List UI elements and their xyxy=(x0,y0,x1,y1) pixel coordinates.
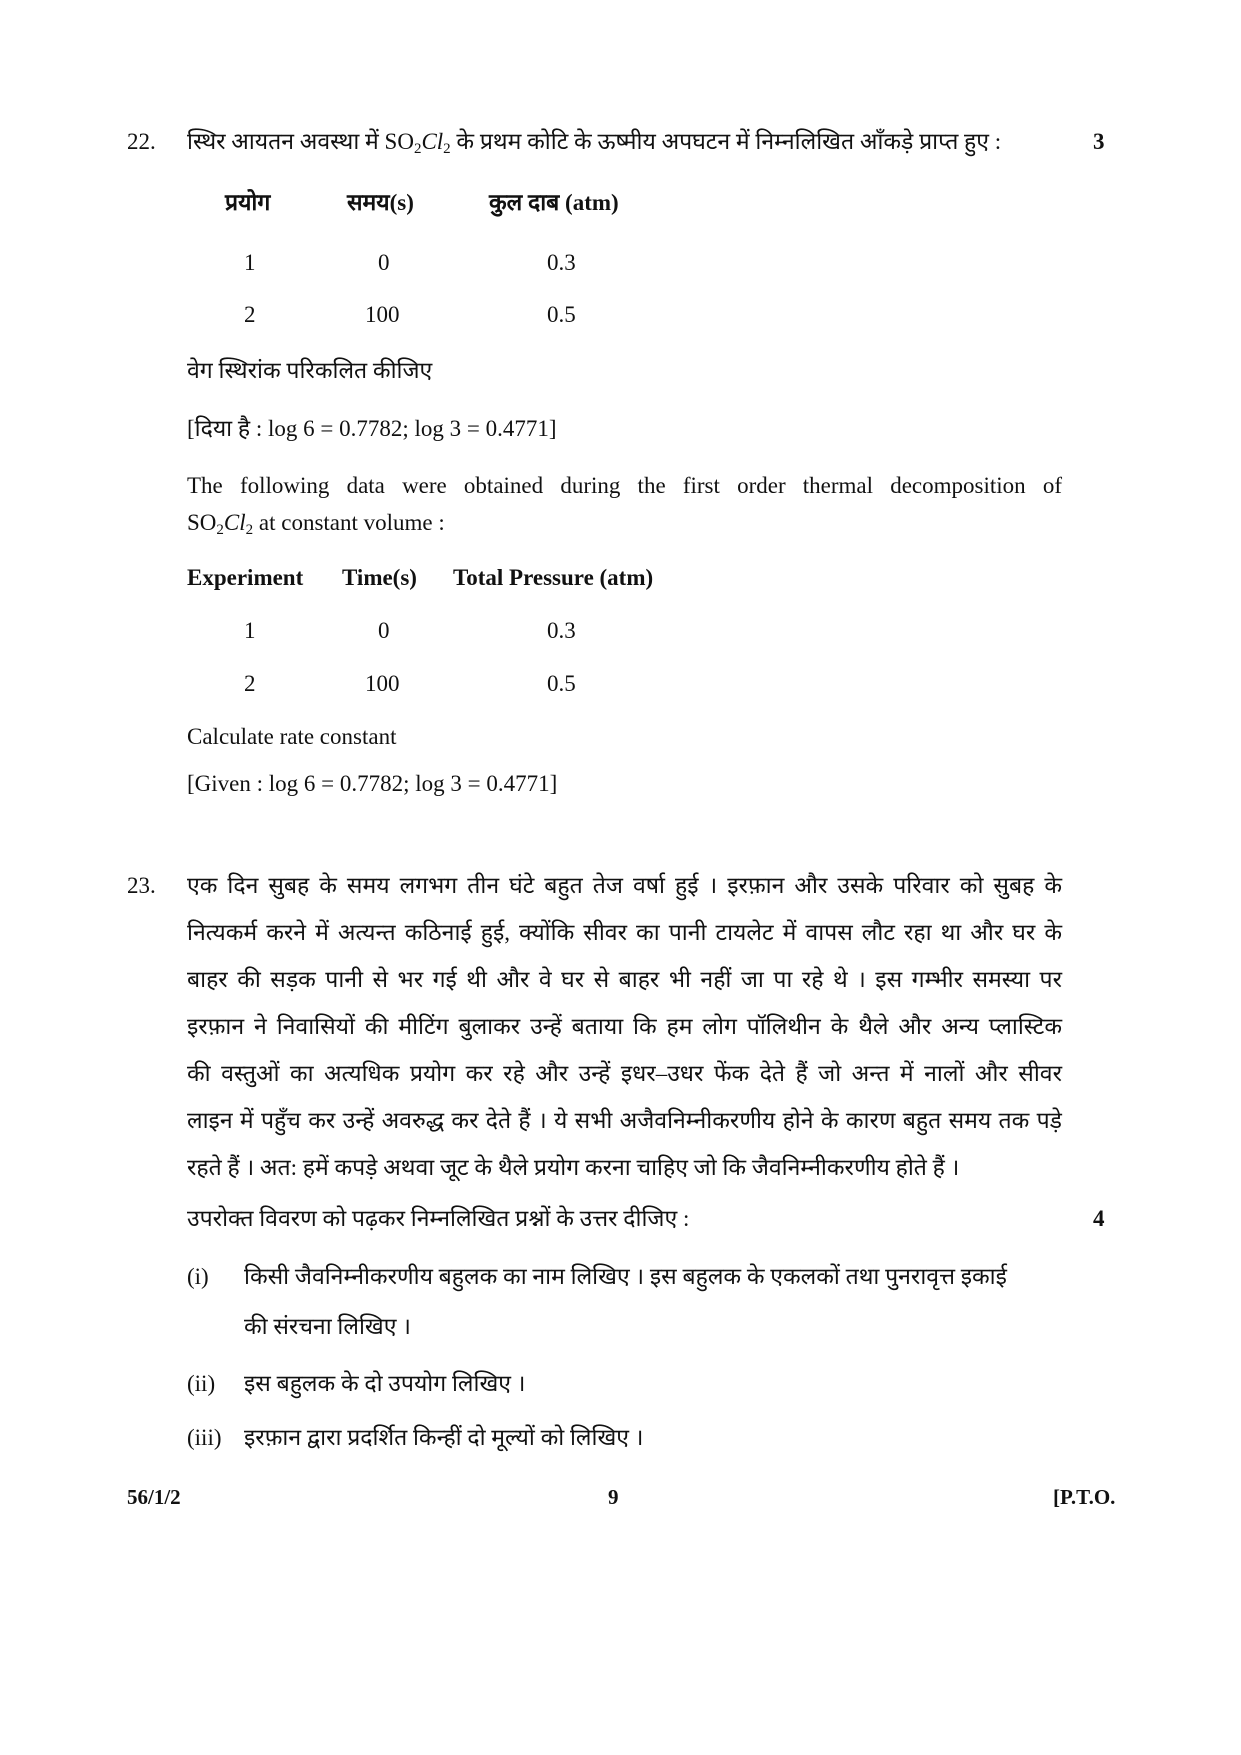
q22-hindi-intro-post: के प्रथम कोटि के ऊष्मीय अपघटन में निम्नलिखित आँकड़े प्राप्त हुए : xyxy=(450,129,1002,154)
hindi-table-cell: 0.3 xyxy=(547,250,576,275)
q23-part-label: (iii) xyxy=(187,1425,222,1450)
q23-number: 23. xyxy=(127,873,156,898)
q22-number: 22. xyxy=(127,129,156,154)
hindi-table-header: समय(s) xyxy=(347,190,414,215)
hindi-table-cell: 0 xyxy=(378,250,390,275)
q22-hindi-intro-pre: स्थिर आयतन अवस्था में SO xyxy=(187,129,414,154)
formula-sub: 2 xyxy=(443,141,451,157)
q23-part-label: (ii) xyxy=(187,1371,216,1396)
footer-pto: [P.T.O. xyxy=(1053,1485,1116,1509)
q23-passage-line: लाइन में पहुँच कर उन्हें अवरुद्ध कर देते हैं । ये सभी अजैवनिम्नीकरणीय होने के कारण बहुत समय तक पड़े xyxy=(187,1108,1062,1133)
hindi-table-header: प्रयोग xyxy=(225,190,271,215)
q23-passage-line: नित्यकर्म करने में अत्यन्त कठिनाई हुई, क्योंकि सीवर का पानी टायलेट में वापस लौट रहा था और घर के xyxy=(187,920,1062,945)
formula-cl: Cl xyxy=(421,129,444,154)
q23-marks: 4 xyxy=(1093,1206,1105,1231)
english-table-header: Experiment xyxy=(187,565,304,590)
q22-hindi-task: वेग स्थिरांक परिकलित कीजिए xyxy=(187,358,433,383)
q23-passage-line: एक दिन सुबह के समय लगभग तीन घंटे बहुत तेज वर्षा हुई । इरफ़ान और उसके परिवार को सुबह के xyxy=(187,873,1062,898)
english-table-cell: 100 xyxy=(365,671,400,696)
formula-cl: Cl xyxy=(223,510,246,535)
english-table-cell: 0 xyxy=(378,618,390,643)
q22-english-given: [Given : log 6 = 0.7782; log 3 = 0.4771] xyxy=(187,771,558,796)
q23-part-text: इस बहुलक के दो उपयोग लिखिए । xyxy=(244,1371,526,1396)
english-table-cell: 0.3 xyxy=(547,618,576,643)
english-table-cell: 1 xyxy=(244,618,256,643)
english-table-cell: 0.5 xyxy=(547,671,576,696)
q22-english-intro-line1: The following data were obtained during the first order thermal decomposition of xyxy=(187,473,1062,498)
hindi-table-cell: 100 xyxy=(365,302,400,327)
hindi-table-cell: 0.5 xyxy=(547,302,576,327)
q23-passage-line: बाहर की सड़क पानी से भर गई थी और वे घर से बाहर भी नहीं जा पा रहे थे । इस गम्भीर समस्या पर xyxy=(187,967,1062,992)
q22-hindi-intro xyxy=(187,128,1001,156)
q23-passage-line: की वस्तुओं का अत्यधिक प्रयोग कर रहे और उन्हें इधर–उधर फेंक देते हैं जो अन्त में नालों और सीवर xyxy=(187,1061,1062,1086)
q22-marks: 3 xyxy=(1093,129,1105,154)
english-table-header: Time(s) xyxy=(342,565,417,590)
footer-page-number: 9 xyxy=(608,1485,619,1509)
q23-part-text: किसी जैवनिम्नीकरणीय बहुलक का नाम लिखिए । इस बहुलक के एकलकों तथा पुनरावृत्त इकाई xyxy=(244,1264,1007,1289)
footer-code: 56/1/2 xyxy=(127,1485,181,1509)
english-table-cell: 2 xyxy=(244,671,256,696)
q23-passage-line: रहते हैं । अत: हमें कपड़े अथवा जूट के थैले प्रयोग करना चाहिए जो कि जैवनिम्नीकरणीय होते हैं । xyxy=(187,1155,960,1180)
q22-english-intro-post: at constant volume : xyxy=(253,510,445,535)
q22-english-intro-pre: SO xyxy=(187,510,217,535)
q23-instruction: उपरोक्त विवरण को पढ़कर निम्नलिखित प्रश्नों के उत्तर दीजिए : xyxy=(187,1206,690,1231)
hindi-table-cell: 2 xyxy=(244,302,256,327)
hindi-table-cell: 1 xyxy=(244,250,256,275)
formula-sub: 2 xyxy=(245,522,254,538)
formula-sub: 2 xyxy=(216,522,224,538)
q22-hindi-given: [दिया है : log 6 = 0.7782; log 3 = 0.4771] xyxy=(187,416,557,441)
q23-part-text: की संरचना लिखिए । xyxy=(244,1314,411,1339)
q23-part-text: इरफ़ान द्वारा प्रदर्शित किन्हीं दो मूल्यों को लिखिए । xyxy=(244,1425,644,1450)
formula-sub: 2 xyxy=(413,141,422,157)
q22-english-task: Calculate rate constant xyxy=(187,724,397,749)
hindi-table-header: कुल दाब (atm) xyxy=(489,190,619,215)
q23-part-label: (i) xyxy=(187,1264,209,1289)
q22-english-intro-line2 xyxy=(187,509,445,537)
q23-passage-line: इरफ़ान ने निवासियों की मीटिंग बुलाकर उन्हें बताया कि हम लोग पॉलिथीन के थैले और अन्य प्लास्टिक xyxy=(187,1014,1062,1039)
english-table-header: Total Pressure (atm) xyxy=(453,565,654,590)
